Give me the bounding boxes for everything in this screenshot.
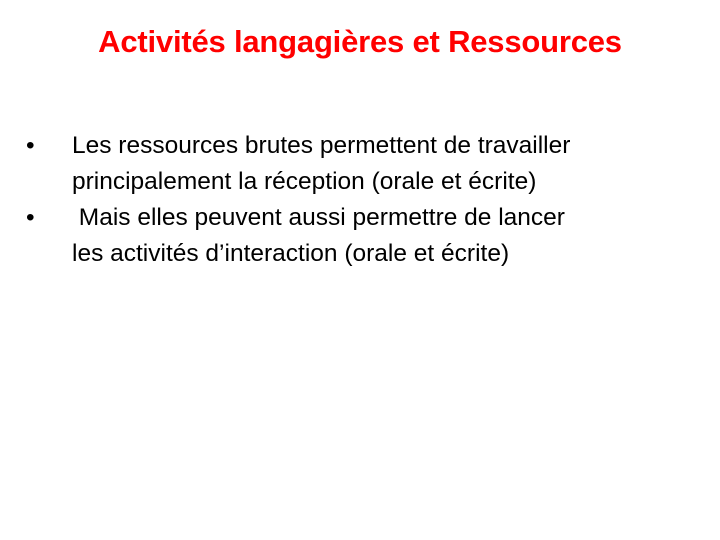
bullet-text-line: Les ressources brutes permettent de travailler [72, 132, 571, 159]
bullet-list [26, 128, 706, 272]
bullet-item [26, 128, 706, 200]
bullet-text-line: les activités d’interaction (orale et écrite) [72, 240, 510, 267]
bullet-icon: • [26, 132, 35, 159]
bullet-item [26, 200, 706, 272]
bullet-text-line: principalement la réception (orale et écrite) [72, 168, 537, 195]
slide-title: Activités langagières et Ressources [98, 24, 622, 59]
bullet-text-line: Mais elles peuvent aussi permettre de lancer [72, 204, 565, 231]
bullet-icon: • [26, 204, 35, 231]
